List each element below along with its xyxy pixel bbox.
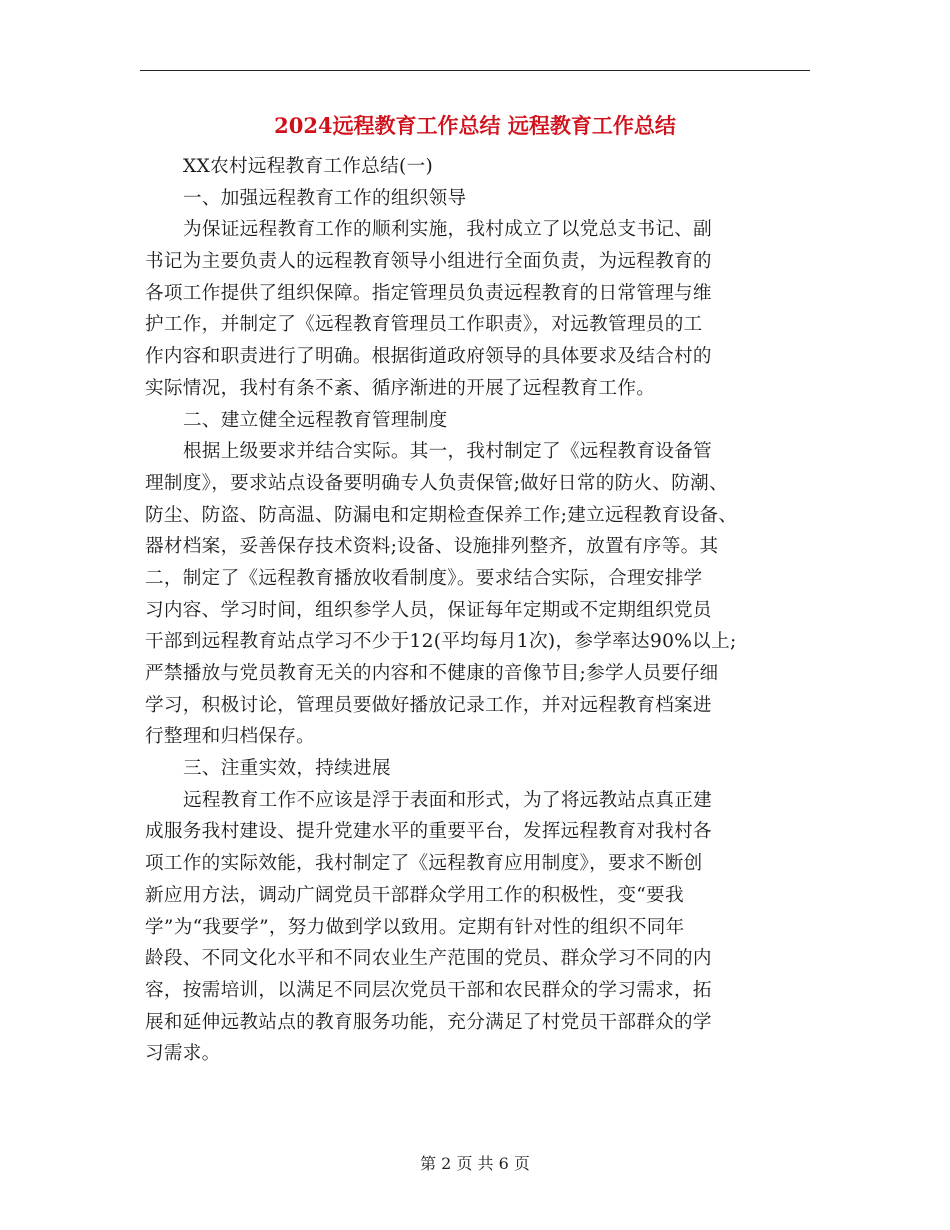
paragraph-line: 成服务我村建设、提升党建水平的重要平台，发挥远程教育对我村各 [145, 821, 712, 843]
paragraph-line: 干部到远程教育站点学习不少于12(平均每月1次)，参学率达90%以上; [145, 631, 737, 653]
section-2-heading: 二、建立健全远程教育管理制度 [183, 409, 448, 431]
paragraph-line: 严禁播放与党员教育无关的内容和不健康的音像节目;参学人员要仔细 [145, 663, 719, 684]
section-3-heading: 三、注重实效，持续进展 [183, 758, 391, 780]
paragraph-line: 实际情况，我村有条不紊、循序渐进的开展了远程教育工作。 [145, 377, 656, 399]
document-body [145, 151, 810, 1070]
paragraph-line: 器材档案，妥善保存技术资料;设备、设施排列整齐，放置有序等。其 [145, 536, 719, 558]
paragraph-line: 护工作，并制定了《远程教育管理员工作职责》，对远教管理员的工 [145, 314, 703, 336]
document-subtitle: XX农村远程教育工作总结(一) [183, 156, 434, 177]
header-rule [140, 70, 810, 71]
paragraph-line: 展和延伸远教站点的教育服务功能，充分满足了村党员干部群众的学 [145, 1011, 712, 1033]
paragraph-line: 习需求。 [145, 1043, 221, 1065]
paragraph-line: 新应用方法，调动广阔党员干部群众学用工作的积极性，变“要我 [145, 884, 684, 906]
paragraph-line: 行整理和归档保存。 [145, 726, 316, 748]
paragraph-line: 各项工作提供了组织保障。指定管理员负责远程教育的日常管理与维 [145, 282, 712, 304]
page-number-footer: 第 2 页 共 6 页 [420, 1154, 530, 1173]
paragraph-line: 作内容和职责进行了明确。根据街道政府领导的具体要求及结合村的 [145, 346, 712, 368]
paragraph-line: 为保证远程教育工作的顺利实施，我村成立了以党总支书记、副 [183, 219, 713, 241]
paragraph-line: 项工作的实际效能，我村制定了《远程教育应用制度》，要求不断创 [145, 853, 703, 875]
section-1-heading: 一、加强远程教育工作的组织领导 [183, 187, 467, 209]
paragraph-line: 书记为主要负责人的远程教育领导小组进行全面负责，为远程教育的 [145, 251, 712, 273]
paragraph-line: 根据上级要求并结合实际。其一，我村制定了《远程教育设备管 [183, 441, 713, 463]
paragraph-line: 习内容、学习时间，组织参学人员，保证每年定期或不定期组织党员 [145, 599, 712, 621]
paragraph-line: 学”为“我要学”，努力做到学以致用。定期有针对性的组织不同年 [145, 916, 685, 938]
paragraph-line: 防尘、防盗、防高温、防漏电和定期检查保养工作;建立远程教育设备、 [145, 504, 738, 526]
paragraph-line: 二，制定了《远程教育播放收看制度》。要求结合实际，合理安排学 [145, 567, 703, 589]
paragraph-line: 学习，积极讨论，管理员要做好播放记录工作，并对远程教育档案进 [145, 694, 712, 716]
paragraph-line: 容，按需培训，以满足不同层次党员干部和农民群众的学习需求，拓 [145, 979, 712, 1001]
paragraph-line: 远程教育工作不应该是浮于表面和形式，为了将远教站点真正建 [183, 789, 713, 811]
paragraph-line: 理制度》，要求站点设备要明确专人负责保管;做好日常的防火、防潮、 [145, 472, 728, 494]
document-title: 2024远程教育工作总结 远程教育工作总结 [274, 113, 676, 138]
paragraph-line: 龄段、不同文化水平和不同农业生产范围的党员、群众学习不同的内 [145, 948, 712, 970]
